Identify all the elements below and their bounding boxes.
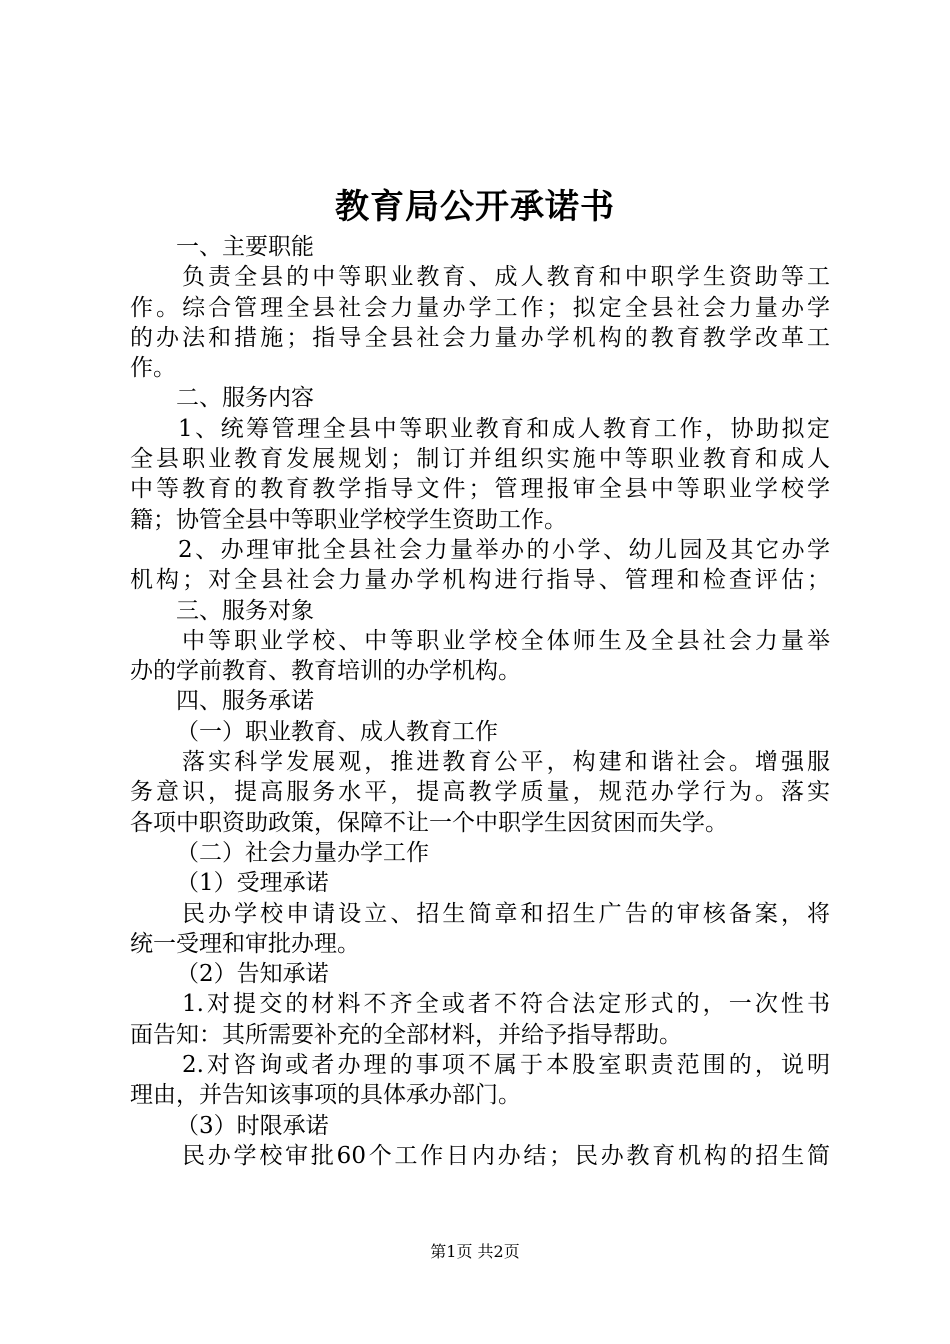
text-line: 理由，并告知该事项的具体承办部门。: [130, 1082, 521, 1109]
text-line: 务意识，提高服务水平，提高教学质量，规范办学行为。落实: [130, 779, 830, 806]
text-line: 的办法和措施；指导全县社会力量办学机构的教育教学改革工: [130, 324, 830, 351]
text-line: 四、服务承诺: [176, 688, 314, 715]
text-line: 中等教育的教育教学指导文件；管理报审全县中等职业学校学: [130, 476, 830, 503]
text-line: 三、服务对象: [176, 597, 314, 624]
text-line: 作。: [130, 355, 176, 382]
text-line: 统一受理和审批办理。: [130, 930, 360, 957]
text-line: 机构；对全县社会力量办学机构进行指导、管理和检查评估；: [130, 567, 830, 594]
text-line: 中等职业学校、中等职业学校全体师生及全县社会力量举: [182, 627, 830, 654]
text-line: 民办学校申请设立、招生简章和招生广告的审核备案，将: [182, 900, 830, 927]
page-number-footer: 第1页 共2页: [430, 1242, 520, 1261]
text-line: 2、办理审批全县社会力量举办的小学、幼儿园及其它办学: [178, 536, 830, 563]
document-body: [130, 232, 830, 1171]
text-line: （1）受理承诺: [176, 870, 329, 897]
text-line: 负责全县的中等职业教育、成人教育和中职学生资助等工: [182, 264, 830, 291]
text-line: 籍；协管全县中等职业学校学生资助工作。: [130, 506, 567, 533]
text-line: 办的学前教育、教育培训的办学机构。: [130, 658, 521, 685]
text-line: 1、统筹管理全县中等职业教育和成人教育工作，协助拟定: [178, 415, 830, 442]
text-line: 全县职业教育发展规划；制订并组织实施中等职业教育和成人: [130, 446, 830, 473]
text-line: 2.对咨询或者办理的事项不属于本股室职责范围的，说明: [182, 1052, 830, 1079]
text-line: 面告知：其所需要补充的全部材料，并给予指导帮助。: [130, 1021, 682, 1048]
text-line: （一）职业教育、成人教育工作: [176, 718, 498, 745]
text-line: （二）社会力量办学工作: [176, 839, 429, 866]
text-line: 民办学校审批60个工作日内办结；民办教育机构的招生简: [182, 1142, 830, 1169]
text-line: （3）时限承诺: [176, 1112, 329, 1139]
text-line: 各项中职资助政策，保障不让一个中职学生因贫困而失学。: [130, 809, 728, 836]
text-line: 1.对提交的材料不齐全或者不符合法定形式的，一次性书: [182, 991, 830, 1018]
text-line: 落实科学发展观，推进教育公平，构建和谐社会。增强服: [182, 749, 830, 776]
text-line: 一、主要职能: [176, 234, 314, 260]
text-line: 作。综合管理全县社会力量办学工作；拟定全县社会力量办学: [130, 294, 830, 321]
text-line: （2）告知承诺: [176, 961, 329, 988]
text-line: 二、服务内容: [176, 385, 314, 412]
document-title: 教育局公开承诺书: [335, 187, 615, 227]
